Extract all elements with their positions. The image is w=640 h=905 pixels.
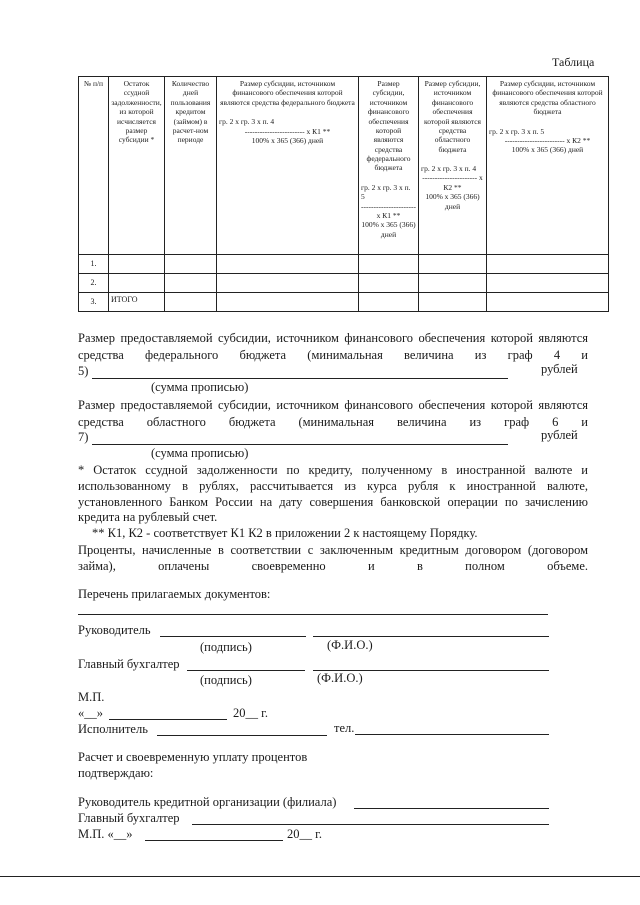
- phone-label: тел.: [334, 721, 355, 735]
- table-row-total: [79, 293, 609, 312]
- head-name-field[interactable]: [313, 636, 549, 637]
- seal-date-label: М.П. «__»: [78, 827, 133, 841]
- row-number: 3.: [79, 293, 109, 312]
- table-row: [79, 255, 609, 274]
- federal-amount-line2: средства федерального бюджета (минимальная величина из граф 4 и: [78, 348, 588, 362]
- accountant-signature-field[interactable]: [187, 670, 305, 671]
- final-date-month-field[interactable]: [145, 840, 283, 841]
- federal-amount-prefix: 5): [78, 364, 89, 378]
- regional-amount-field[interactable]: [92, 444, 508, 445]
- interest-statement-line1: Проценты, начисленные в соответствии с заключенным кредитным договором (договором: [78, 543, 588, 557]
- date-month-field[interactable]: [109, 719, 227, 720]
- header-number: № п/п: [79, 77, 109, 255]
- head-name-caption: (Ф.И.О.): [327, 638, 373, 652]
- row-number: 2.: [79, 274, 109, 293]
- page-bottom-divider: [0, 876, 640, 877]
- header-loan-balance: Остаток ссудной задолженности, из которой исчисляется размер субсидии *: [109, 77, 165, 255]
- final-date-year: 20__ г.: [287, 827, 322, 841]
- federal-amount-caption: (сумма прописью): [151, 380, 249, 394]
- note-1-line1: * Остаток ссудной задолженности по кредиту, полученному в иностранной валюте и: [78, 463, 588, 477]
- regional-amount-suffix: рублей: [541, 428, 578, 442]
- confirm-line2: подтверждаю:: [78, 766, 154, 780]
- head-signature-caption: (подпись): [200, 640, 252, 654]
- bank-head-field[interactable]: [354, 808, 549, 809]
- regional-amount-line1: Размер предоставляемой субсидии, источником финансового обеспечения которой являются: [78, 398, 588, 412]
- federal-amount-field[interactable]: [92, 378, 508, 379]
- federal-amount-suffix: рублей: [541, 362, 578, 376]
- regional-amount-line2: средства областного бюджета (минимальная величина из граф 6 и: [78, 415, 588, 429]
- total-label: ИТОГО: [109, 293, 165, 312]
- documents-field[interactable]: [78, 614, 548, 615]
- executor-field[interactable]: [157, 735, 327, 736]
- table-row: [79, 274, 609, 293]
- accountant2-label: Главный бухгалтер: [78, 811, 180, 825]
- header-regional-subsidy-a: Размер субсидии, источником финансового обеспечения которой являются средства областного бюджета гр. 2 х гр. 3 х п. 4 ---------------------- х К2 ** 100% х 365 (366) дней: [419, 77, 487, 255]
- note-1-line4: кредита на рублевый счет.: [78, 510, 218, 524]
- note-1-line2: использованному в рублях, рассчитывается из курса рубля к иностранной валюте,: [78, 479, 588, 493]
- confirm-line1: Расчет и своевременную уплату процентов: [78, 750, 308, 764]
- header-federal-subsidy-a: Размер субсидии, источником финансового обеспечения которой являются средства федерального бюджета гр. 2 х гр. 3 х п. 4 ------------------------ х К1 ** 100% х 365 (366) дней: [217, 77, 359, 255]
- phone-field[interactable]: [355, 734, 549, 735]
- head-label: Руководитель: [78, 623, 151, 637]
- table-label: Таблица: [552, 55, 595, 69]
- accountant2-field[interactable]: [192, 824, 549, 825]
- table-header-row: [79, 77, 609, 255]
- interest-statement-line2: займа), оплачены своевременно и в полном объеме.: [78, 559, 588, 573]
- header-regional-subsidy-b: Размер субсидии, источником финансового обеспечения которой являются средства областного бюджета гр. 2 х гр. 3 х п. 5 ------------------------ х К2 ** 100% х 365 (366) дней: [487, 77, 609, 255]
- documents-label: Перечень прилагаемых документов:: [78, 587, 271, 601]
- header-federal-subsidy-b: Размер субсидии, источником финансового обеспечения которой являются средства федерального бюджета гр. 2 х гр. 3 х п. 5 ---------------------- х К1 ** 100% х 365 (366) дней: [359, 77, 419, 255]
- regional-amount-prefix: 7): [78, 430, 89, 444]
- accountant-signature-caption: (подпись): [200, 673, 252, 687]
- date-day: «__»: [78, 706, 103, 720]
- bank-head-label: Руководитель кредитной организации (филиала): [78, 795, 337, 809]
- header-days: Количество дней пользования кредитом (займом) в расчет-ном периоде: [165, 77, 217, 255]
- executor-label: Исполнитель: [78, 722, 148, 736]
- subsidy-table: [78, 76, 609, 312]
- date-year: 20__ г.: [233, 706, 268, 720]
- regional-amount-caption: (сумма прописью): [151, 446, 249, 460]
- seal-label: М.П.: [78, 690, 105, 704]
- accountant-label: Главный бухгалтер: [78, 657, 180, 671]
- note-2: ** К1, К2 - соответствует К1 К2 в приложении 2 к настоящему Порядку.: [92, 526, 478, 540]
- head-signature-field[interactable]: [160, 636, 306, 637]
- note-1-line3: установленного Банком России на дату совершения банковской операции по зачислению: [78, 495, 588, 509]
- accountant-name-caption: (Ф.И.О.): [317, 671, 363, 685]
- row-number: 1.: [79, 255, 109, 274]
- federal-amount-line1: Размер предоставляемой субсидии, источником финансового обеспечения которой являются: [78, 331, 588, 345]
